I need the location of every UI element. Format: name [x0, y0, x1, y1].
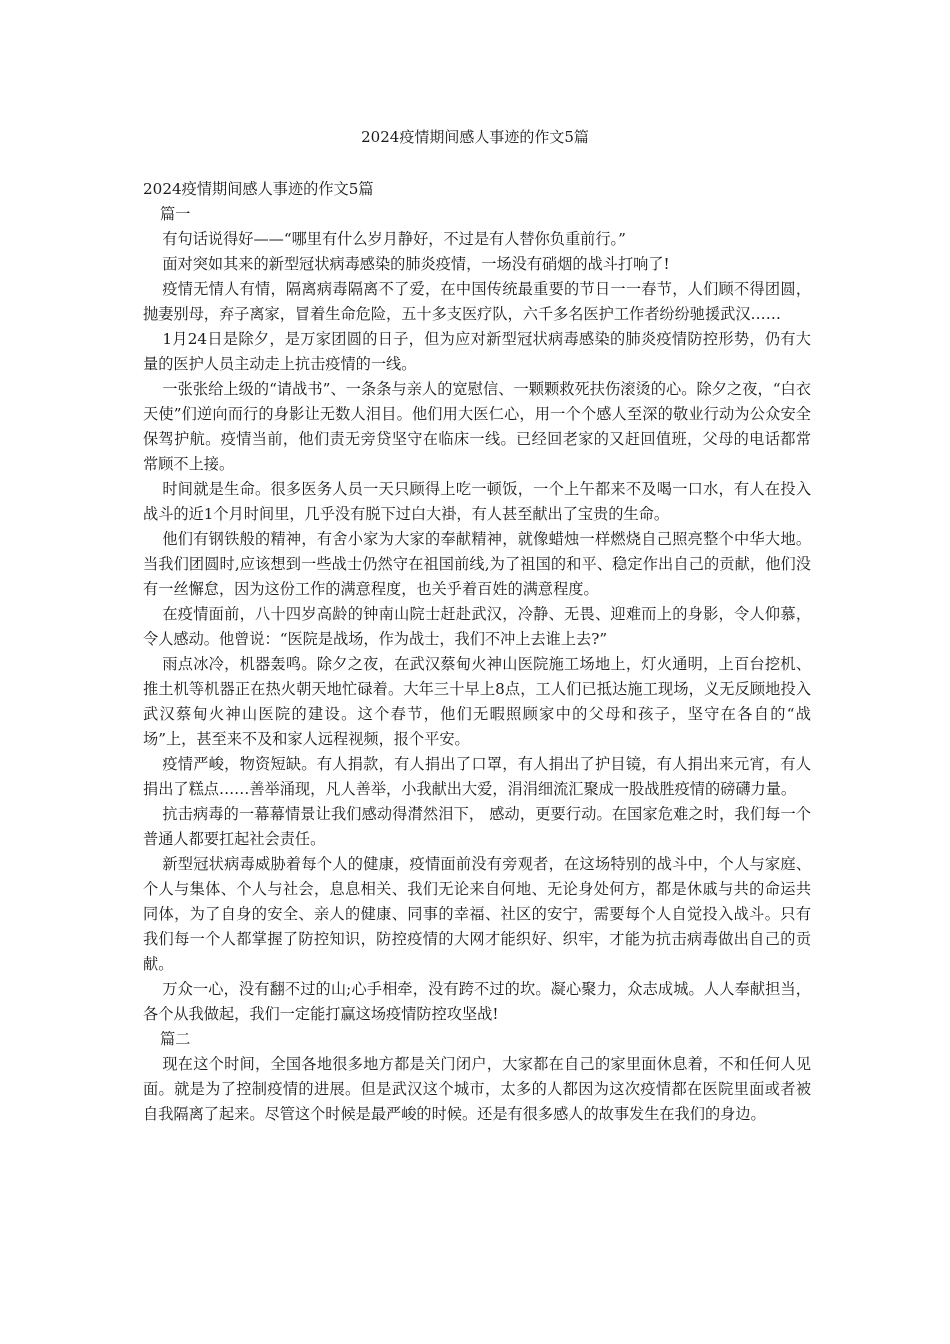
- paragraph: 1月24日是除夕，是万家团圆的日子，但为应对新型冠状病毒感染的肺炎疫情防控形势，仍有大量的医护人员主动走上抗击疫情的一线。: [143, 330, 811, 373]
- paragraph: 疫情严峻，物资短缺。有人捐款，有人捐出了口罩，有人捐出了护目镜，有人捐出来元宵，有人捐出了糕点……善举涌现，凡人善举，小我献出大爱，涓涓细流汇聚成一股战胜疫情的磅礴力量。: [143, 755, 811, 798]
- document-title: 2024疫情期间感人事迹的作文5篇: [361, 128, 589, 146]
- paragraph: 时间就是生命。很多医务人员一天只顾得上吃一顿饭，一个上午都来不及喝一口水，有人在投入战斗的近1个月时间里，几乎没有脱下过白大褂，有人甚至献出了宝贵的生命。: [143, 480, 811, 523]
- paragraph: 现在这个时间，全国各地很多地方都是关门闭户，大家都在自己的家里面休息着，不和任何人见面。就是为了控制疫情的进展。但是武汉这个城市，太多的人都因为这次疫情都在医院里面或者被自我隔离了起来。尽管这个时候是最严峻的时候。还是有很多感人的故事发生在我们的身边。: [143, 1055, 811, 1123]
- section-heading-2: 篇二: [160, 1030, 191, 1048]
- paragraph: 万众一心，没有翻不过的山;心手相牵，没有跨不过的坎。凝心聚力，众志成城。人人奉献担当，各个从我做起，我们一定能打赢这场疫情防控攻坚战!: [143, 980, 811, 1023]
- paragraph: 雨点冰冷，机器轰鸣。除夕之夜，在武汉蔡甸火神山医院施工场地上，灯火通明，上百台挖机、推土机等机器正在热火朝天地忙碌着。大年三十早上8点，工人们已抵达施工现场，义无反顾地投入武汉蔡甸火神山医院的建设。这个春节，他们无暇照顾家中的父母和孩子，坚守在各自的“战场”上，甚至来不及和家人远程视频，报个平安。: [143, 655, 811, 748]
- paragraph: 在疫情面前，八十四岁高龄的钟南山院士赶赴武汉，冷静、无畏、迎难而上的身影，令人仰慕，令人感动。他曾说：“医院是战场，作为战士，我们不冲上去谁上去?”: [143, 605, 811, 648]
- paragraph: 新型冠状病毒威胁着每个人的健康，疫情面前没有旁观者，在这场特别的战斗中，个人与家庭、个人与集体、个人与社会，息息相关、我们无论来自何地、无论身处何方，都是休戚与共的命运共同体，为了自身的安全、亲人的健康、同事的幸福、社区的安宁，需要每个人自觉投入战斗。只有我们每一个人都掌握了防控知识，防控疫情的大网才能织好、织牢，才能为抗击病毒做出自己的贡献。: [143, 855, 811, 973]
- document-subtitle: 2024疫情期间感人事迹的作文5篇: [143, 180, 374, 198]
- paragraph: 他们有钢铁般的精神，有舍小家为大家的奉献精神，就像蜡烛一样燃烧自己照亮整个中华大地。当我们团圆时,应该想到一些战士仍然守在祖国前线,为了祖国的和平、稳定作出自己的贡献，他们没有一丝懈怠，因为这份工作的满意程度，也关乎着百姓的满意程度。: [143, 530, 811, 598]
- section-heading-1: 篇一: [160, 205, 191, 223]
- paragraph: 一张张给上级的“请战书”、一条条与亲人的宽慰信、一颗颗救死扶伤滚烫的心。除夕之夜，“白衣天使”们逆向而行的身影让无数人泪目。他们用大医仁心，用一个个感人至深的敬业行动为公众安全保驾护航。疫情当前，他们责无旁贷坚守在临床一线。已经回老家的又赶回值班，父母的电话都常常顾不上接。: [143, 380, 811, 473]
- paragraph: 疫情无情人有情，隔离病毒隔离不了爱，在中国传统最重要的节日一一春节，人们顾不得团圆，抛妻别母，弃子离家，冒着生命危险，五十多支医疗队，六千多名医护工作者纷纷驰援武汉……: [143, 280, 811, 323]
- paragraph: 面对突如其来的新型冠状病毒感染的肺炎疫情，一场没有硝烟的战斗打响了!: [162, 255, 670, 273]
- document-body: [143, 177, 811, 1127]
- paragraph: 抗击病毒的一幕幕情景让我们感动得潸然泪下， 感动，更要行动。在国家危难之时，我们每一个普通人都要扛起社会责任。: [143, 805, 811, 848]
- paragraph: 有句话说得好——“哪里有什么岁月静好，不过是有人替你负重前行。”: [162, 230, 626, 248]
